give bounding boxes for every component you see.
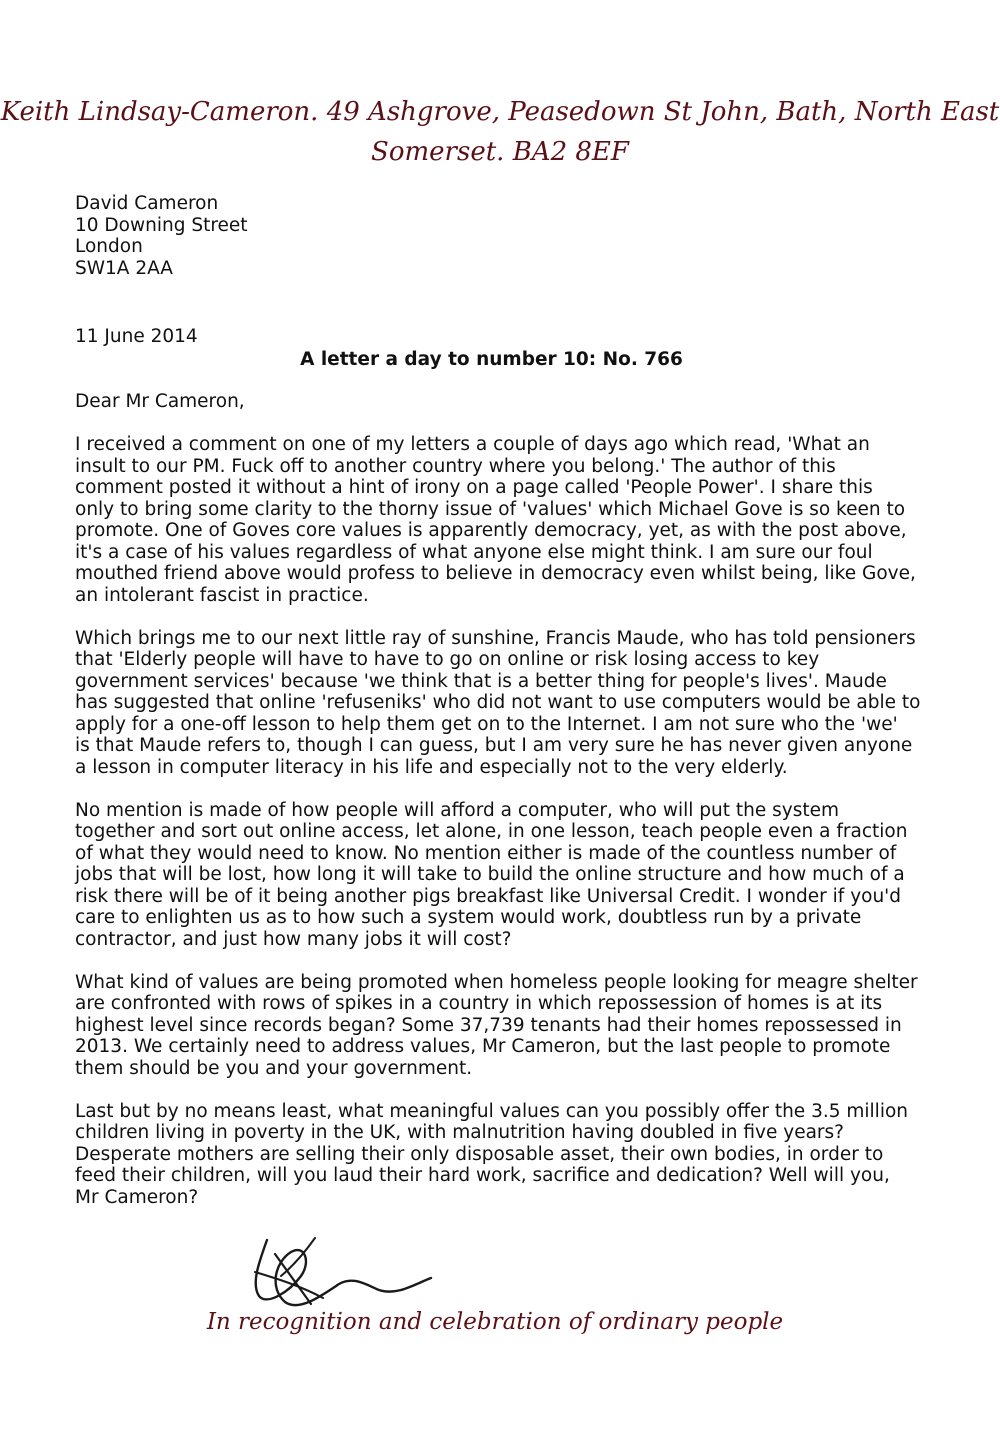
letterhead-line-1: Keith Lindsay-Cameron. 49 Ashgrove, Peasedown St John, Bath, North East: [0, 97, 1000, 127]
letter-date: 11 June 2014: [75, 326, 198, 347]
letter-body: [75, 391, 925, 1230]
paragraph-5: Last but by no means least, what meaningful values can you possibly offer the 3.5 million children living in poverty in the UK, with malnutrition having doubled in five years? Desperate mothers are selling their only disposable asset, their own bodies, in order to feed their children, will you laud their hard work, sacrifice and dedication? Well will you, Mr Cameron?: [75, 1100, 908, 1208]
recipient-address: [75, 193, 248, 279]
paragraph-3: No mention is made of how people will afford a computer, who will put the system together and sort out online access, let alone, in one lesson, teach people even a fraction of what they would need to know. No mention either is made of the countless number of jobs that will be lost, how long it will take to build the online structure and how much of a risk there will be of it being another pigs breakfast like Universal Credit. I wonder if you'd care to enlighten us as to how such a system would work, doubtless run by a private contractor, and just how many jobs it will cost?: [75, 799, 908, 950]
letterhead-line-2: Somerset. BA2 8EF: [371, 137, 629, 167]
letter-subject: A letter a day to number 10: No. 766: [300, 349, 683, 370]
paragraph-1: I received a comment on one of my letters a couple of days ago which read, 'What an insult to our PM. Fuck off to another country where you belong.' The author of this comment posted it without a hint of irony on a page called 'People Power'. I share this only to bring some clarity to the thorny issue of 'values' which Michael Gove is so keen to promote. One of Goves core values is apparently democracy, yet, as with the post above, it's a case of his values regardless of what anyone else might think. I am sure our foul mouthed friend above would profess to believe in democracy even whilst being, like Gove, an intolerant fascist in practice.: [75, 434, 916, 606]
footer-tagline: In recognition and celebration of ordinary people: [206, 1309, 784, 1335]
letterhead: [0, 92, 1000, 172]
paragraph-2: Which brings me to our next little ray of sunshine, Francis Maude, who has told pensioners that 'Elderly people will have to have to go on online or risk losing access to key government services' because 'we think that is a better thing for people's lives'. Maude has suggested that online 'refuseniks' who did not want to use computers would be able to apply for a one-off lesson to help them get on to the Internet. I am not sure who the 'we' is that Maude refers to, though I can guess, but I am very sure he has never given anyone a lesson in computer literacy in his life and especially not to the very elderly.: [75, 627, 921, 778]
recipient-city: London: [75, 236, 143, 257]
recipient-postcode: SW1A 2AA: [75, 257, 173, 279]
paragraph-4: What kind of values are being promoted when homeless people looking for meagre shelter are confronted with rows of spikes in a country in which repossession of homes is at its highest level since records began? Some 37,739 tenants had their homes repossessed in 2013. We certainly need to address values, Mr Cameron, but the last people to promote them should be you and your government.: [75, 971, 918, 1079]
recipient-street: 10 Downing Street: [75, 214, 248, 236]
recipient-name: David Cameron: [75, 193, 219, 214]
signature-icon: [245, 1232, 445, 1312]
salutation: Dear Mr Cameron,: [75, 391, 245, 412]
